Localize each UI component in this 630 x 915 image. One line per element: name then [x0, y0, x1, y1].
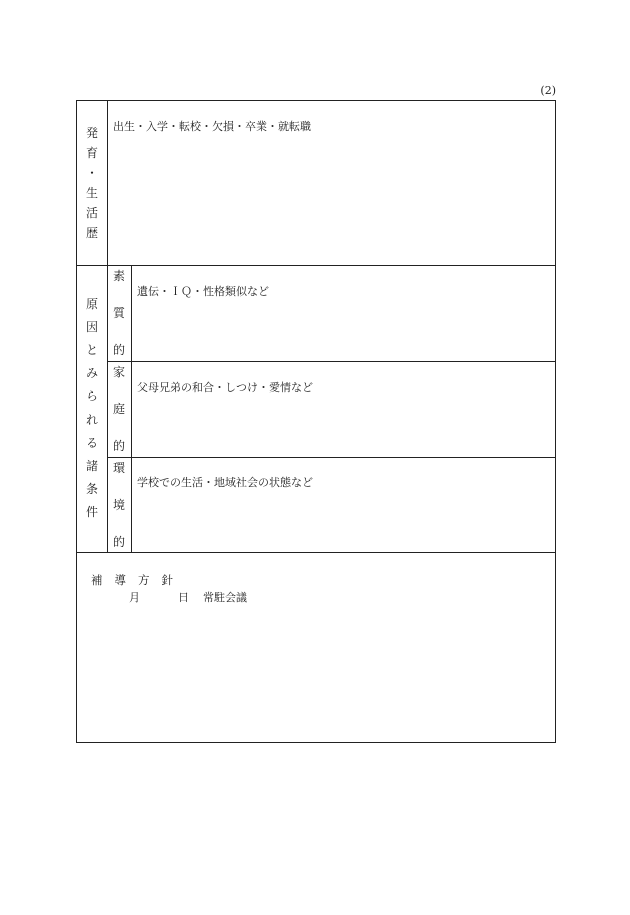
history-label-char: ・ — [85, 166, 98, 180]
environment-factors-content: 学校での生活・地域社会の状態など — [137, 476, 313, 489]
family-label-char: 庭 — [112, 402, 125, 416]
causes-label-char: み — [85, 366, 98, 381]
history-label — [77, 127, 107, 239]
causes-label-char: 因 — [85, 320, 98, 335]
meeting-label: 常駐会議 — [203, 591, 247, 604]
causes-label-char: ら — [85, 389, 98, 404]
environment-label-char: 環 — [112, 461, 125, 475]
family-factors-content: 父母兄弟の和合・しつけ・愛情など — [137, 381, 313, 394]
row-divider-1 — [107, 361, 555, 362]
innate-factors-content: 遺伝・ＩＱ・性格類似など — [137, 285, 269, 298]
environment-factors-label — [107, 462, 131, 548]
causes-label-char: る — [85, 435, 98, 450]
causes-label-char: れ — [85, 412, 98, 427]
guidance-title-char: 補 — [91, 573, 103, 587]
innate-factors-label — [107, 270, 131, 356]
meeting-date-line — [129, 589, 247, 605]
guidance-section — [77, 552, 555, 742]
innate-label-char: 的 — [112, 343, 125, 357]
causes-label-char: 件 — [85, 504, 98, 519]
causes-label-char: 諸 — [85, 458, 98, 473]
guidance-title-char: 針 — [161, 573, 173, 587]
page-number: (2) — [540, 84, 556, 97]
history-label-char: 生 — [85, 186, 98, 200]
causes-label-char: と — [85, 343, 98, 358]
family-factors-label — [107, 366, 131, 452]
section-divider-history — [77, 265, 555, 266]
environment-label-char: 境 — [112, 498, 125, 512]
causes-label-char: 条 — [85, 481, 98, 496]
history-label-char: 歴 — [85, 226, 98, 240]
history-label-char: 育 — [85, 146, 98, 160]
guidance-title — [91, 572, 173, 588]
causes-label-char: 原 — [85, 297, 98, 311]
innate-label-char: 質 — [112, 306, 125, 320]
guidance-title-char: 導 — [114, 573, 126, 587]
history-content: 出生・入学・転校・欠損・卒業・就転職 — [113, 120, 311, 133]
guidance-title-char: 方 — [138, 573, 150, 587]
family-label-char: 的 — [112, 439, 125, 453]
history-label-char: 発 — [85, 126, 98, 140]
month-label: 月 — [129, 591, 140, 604]
history-label-char: 活 — [85, 206, 98, 220]
row-divider-2 — [107, 457, 555, 458]
day-label: 日 — [178, 591, 189, 604]
innate-label-char: 素 — [112, 269, 125, 283]
causes-label — [77, 298, 107, 518]
environment-label-char: 的 — [112, 535, 125, 549]
guidance-record-form — [76, 100, 556, 743]
family-label-char: 家 — [112, 365, 125, 379]
sublabel-column-divider — [131, 265, 132, 552]
